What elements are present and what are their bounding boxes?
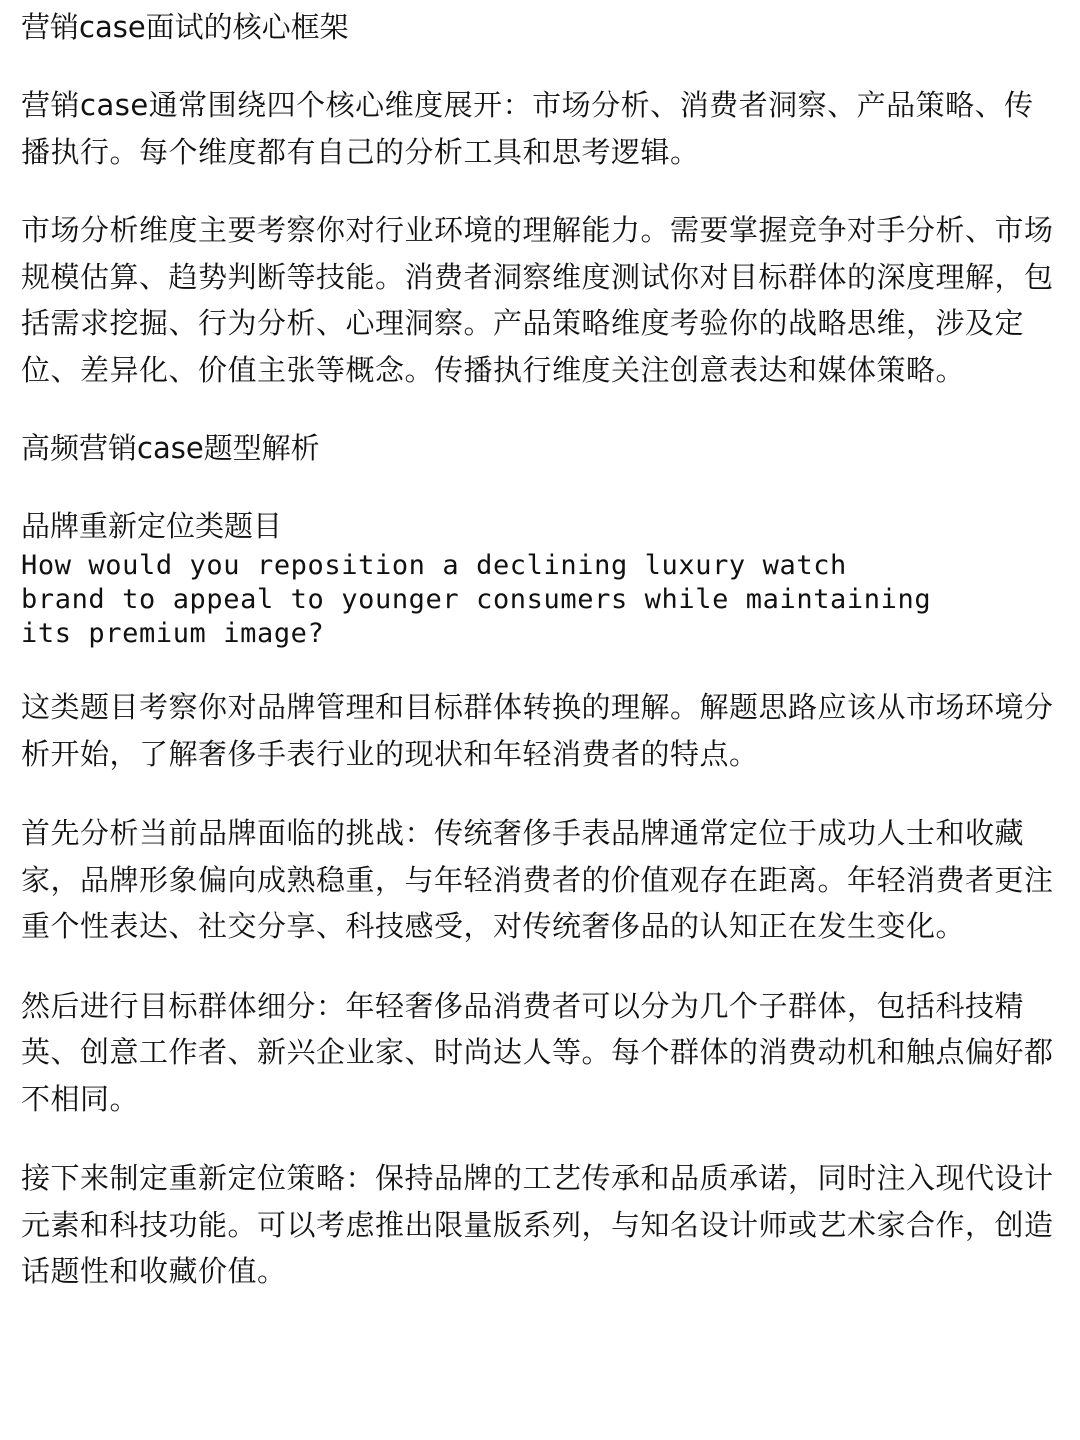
- section-title-question-types: 高频营销case题型解析: [21, 431, 320, 465]
- section-title-repositioning: 品牌重新定位类题目: [21, 509, 283, 543]
- repositioning-paragraph-2: 首先分析当前品牌面临的挑战：传统奢侈手表品牌通常定位于成功人士和收藏家，品牌形象偏向成熟稳重，与年轻消费者的价值观存在距离。年轻消费者更注重个性表达、社交分享、科技感受，对传统奢侈品的认知正在发生变化。: [21, 816, 1054, 943]
- repositioning-paragraph-1: 这类题目考察你对品牌管理和目标群体转换的理解。解题思路应该从市场环境分析开始，了解奢侈手表行业的现状和年轻消费者的特点。: [21, 690, 1054, 771]
- framework-intro-paragraph: 营销case通常围绕四个核心维度展开：市场分析、消费者洞察、产品策略、传播执行。每个维度都有自己的分析工具和思考逻辑。: [21, 88, 1034, 169]
- repositioning-paragraph-3: 然后进行目标群体细分：年轻奢侈品消费者可以分为几个子群体，包括科技精英、创意工作者、新兴企业家、时尚达人等。每个群体的消费动机和触点偏好都不相同。: [21, 988, 1054, 1116]
- case-question-english: How would you reposition a declining luxury watch brand to appeal to younger consumers while maintaining its premium image?: [21, 550, 932, 649]
- framework-detail-paragraph: 市场分析维度主要考察你对行业环境的理解能力。需要掌握竞争对手分析、市场规模估算、趋势判断等技能。消费者洞察维度测试你对目标群体的深度理解，包括需求挖掘、行为分析、心理洞察。产品策略维度考验你的战略思维，涉及定位、差异化、价值主张等概念。传播执行维度关注创意表达和媒体策略。: [21, 213, 1054, 387]
- repositioning-paragraph-4: 接下来制定重新定位策略：保持品牌的工艺传承和品质承诺，同时注入现代设计元素和科技功能。可以考虑推出限量版系列，与知名设计师或艺术家合作，创造话题性和收藏价值。: [21, 1161, 1054, 1288]
- section-title-framework: 营销case面试的核心框架: [21, 10, 349, 44]
